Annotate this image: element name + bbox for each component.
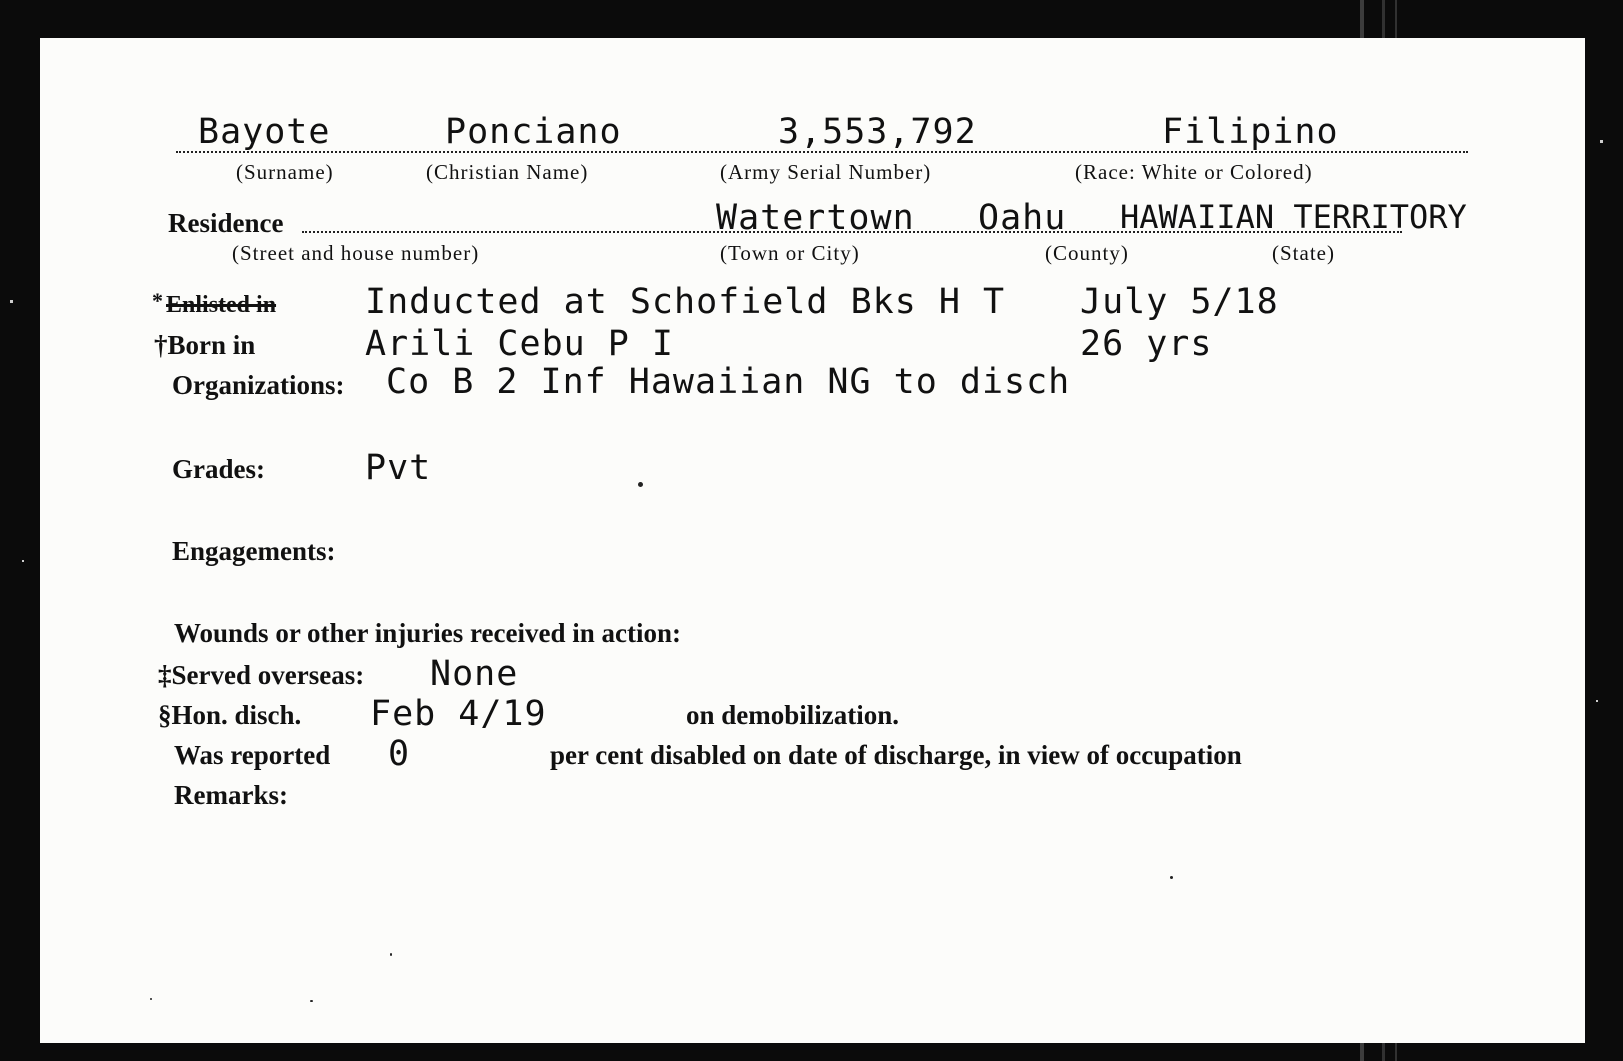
street-caption: (Street and house number)	[232, 241, 480, 265]
edge-speck	[10, 300, 13, 303]
born-value: Arili Cebu P I	[365, 324, 675, 364]
enlisted-marker: *	[152, 288, 163, 313]
edge-speck	[22, 560, 24, 562]
reported-label: Was reported	[174, 740, 331, 770]
overseas-value: None	[430, 654, 519, 694]
town-value: Watertown	[716, 198, 915, 238]
reported-suffix: per cent disabled on date of discharge, in view of occupation	[550, 740, 1242, 770]
engagements-label: Engagements:	[172, 536, 336, 566]
grades-label: Grades:	[172, 454, 265, 484]
record-card	[40, 38, 1585, 1043]
serial-number-value: 3,553,792	[778, 112, 977, 152]
discharge-suffix: on demobilization.	[686, 700, 900, 730]
christian-name-value: Ponciano	[445, 112, 622, 152]
county-value: Oahu	[978, 198, 1067, 238]
state-caption: (State)	[1272, 241, 1335, 265]
organizations-label: Organizations:	[172, 370, 345, 400]
ink-speck	[310, 1000, 313, 1002]
remarks-label: Remarks:	[174, 780, 288, 810]
reported-value: 0	[388, 734, 411, 774]
ink-speck	[390, 953, 392, 956]
wounds-label: Wounds or other injuries received in action:	[174, 618, 682, 648]
grades-value: Pvt	[365, 448, 432, 488]
surname-caption: (Surname)	[236, 160, 334, 184]
edge-speck	[1600, 140, 1603, 143]
age-value: 26 yrs	[1080, 324, 1213, 364]
discharge-label: §Hon. disch.	[158, 700, 302, 730]
surname-value: Bayote	[198, 112, 331, 152]
race-value: Filipino	[1162, 112, 1339, 152]
organizations-value: Co B 2 Inf Hawaiian NG to disch	[386, 362, 1071, 402]
serial-number-caption: (Army Serial Number)	[720, 160, 932, 184]
state-value: HAWAIIAN TERRITORY	[1120, 198, 1467, 236]
town-caption: (Town or City)	[720, 241, 860, 265]
edge-speck	[1596, 700, 1598, 702]
ink-speck	[150, 998, 152, 1000]
enlisted-value: Inducted at Schofield Bks H T	[365, 282, 1006, 322]
discharge-value: Feb 4/19	[370, 694, 547, 734]
residence-label: Residence	[168, 208, 284, 238]
born-label: †Born in	[154, 330, 256, 360]
enlisted-date: July 5/18	[1080, 282, 1279, 322]
christian-name-caption: (Christian Name)	[426, 160, 589, 184]
county-caption: (County)	[1045, 241, 1129, 265]
overseas-label: ‡Served overseas:	[158, 660, 365, 690]
ink-speck	[1170, 876, 1173, 879]
race-caption: (Race: White or Colored)	[1075, 160, 1313, 184]
ink-speck	[638, 482, 643, 487]
enlisted-label: Enlisted in	[166, 292, 277, 318]
